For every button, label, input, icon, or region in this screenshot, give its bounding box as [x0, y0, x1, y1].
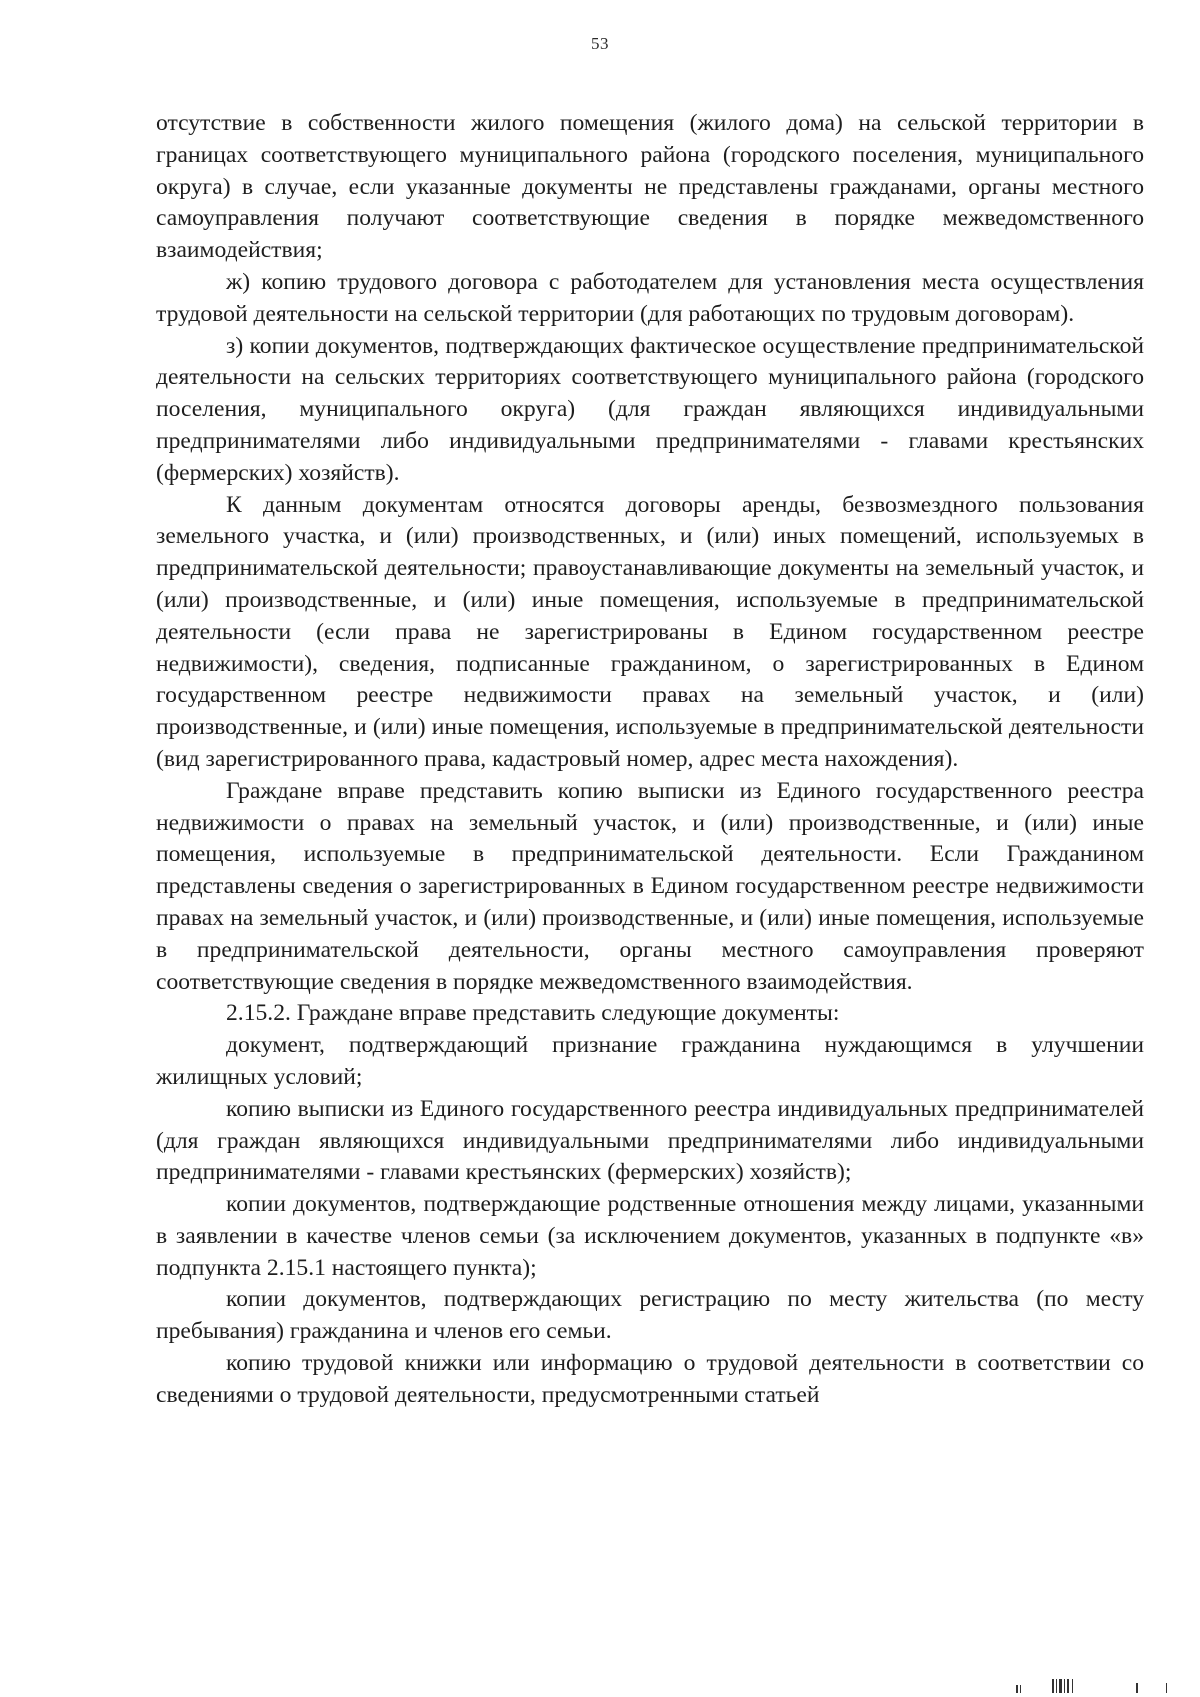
paragraph-item-z-entrepreneurship-docs: з) копии документов, подтверждающих фактическое осуществление предпринимательской деятельности на сельских территориях соответствующего муниципального района (городского поселения, муниципального округа) (для граждан являющихся индивидуальными предпринимателями либо индивидуальными предпринимателями - главами крестьянских (фермерских) хозяйств). [156, 332, 1144, 486]
page-number: 53 [591, 34, 609, 53]
paragraph-entrepreneur-registry-extract: копию выписки из Единого государственного реестра индивидуальных предпринимателей (для граждан являющихся индивидуальными предпринимателями либо индивидуальными предпринимателями - главами крестьянских (фермерских) хозяйств); [156, 1095, 1144, 1186]
paragraph-registry-extract: Граждане вправе представить копию выписки из Единого государственного реестра недвижимости о правах на земельный участок, и (или) производственные, и (или) иные помещения, используемые в предпринимательской деятельности. Если Гражданином представлены сведения о зарегистрированных в Едином государственном реестре недвижимости правах на земельный участок, и (или) производственные, и (или) иные помещения, используемые в предпринимательской деятельности, органы местного самоуправления проверяют соответствующие сведения в порядке межведомственного взаимодействия. [156, 777, 1144, 995]
paragraph-work-record-book: копию трудовой книжки или информацию о трудовой деятельности в соответствии со сведениями о трудовой деятельности, предусмотренными статьей [156, 1350, 1144, 1408]
paragraph-residence-registration-docs: копии документов, подтверждающих регистрацию по месту жительства (по месту пребывания) гражданина и членов его семьи. [156, 1286, 1144, 1345]
paragraph-item-zh-employment-contract: ж) копию трудового договора с работодателем для установления места осуществления трудовой деятельности на сельской территории (для работающих по трудовым договорам). [156, 268, 1144, 327]
scan-barcode-mark [986, 1677, 1186, 1693]
paragraph-family-relation-docs: копии документов, подтверждающие родственные отношения между лицами, указанными в заявлении в качестве членов семьи (за исключением документов, указанных в подпункте «в» подпункта 2.15.1 настоящего пункта); [156, 1191, 1144, 1281]
paragraph-housing-need-document: документ, подтверждающий признание гражданина нуждающимся в улучшении жилищных условий; [156, 1032, 1144, 1090]
paragraph-section-2-15-2: 2.15.2. Граждане вправе представить следующие документы: [226, 1000, 840, 1027]
paragraph-related-documents: К данным документам относятся договоры аренды, безвозмездного пользования земельного участка, и (или) производственных, и (или) иных помещений, используемых в предпринимательской деятельности; правоустанавливающие документы на земельный участок, и (или) производственные, и (или) иные помещения, используемые в предпринимательской деятельности (если права не зарегистрированы в Едином государственном реестре недвижимости), сведения, подписанные гражданином, о зарегистрированных в Едином государственном реестре недвижимости правах на земельный участок, и (или) производственные, и (или) иные помещения, используемые в предпринимательской деятельности (вид зарегистрированного права, кадастровый номер, адрес места нахождения). [156, 491, 1144, 772]
document-body [156, 108, 1144, 1412]
paragraph-ownership-absence: отсутствие в собственности жилого помещения (жилого дома) на сельской территории в границах соответствующего муниципального района (городского поселения, муниципального округа) в случае, если указанные документы не представлены гражданами, органы местного самоуправления получают соответствующие сведения в порядке межведомственного взаимодействия; [156, 110, 1144, 264]
